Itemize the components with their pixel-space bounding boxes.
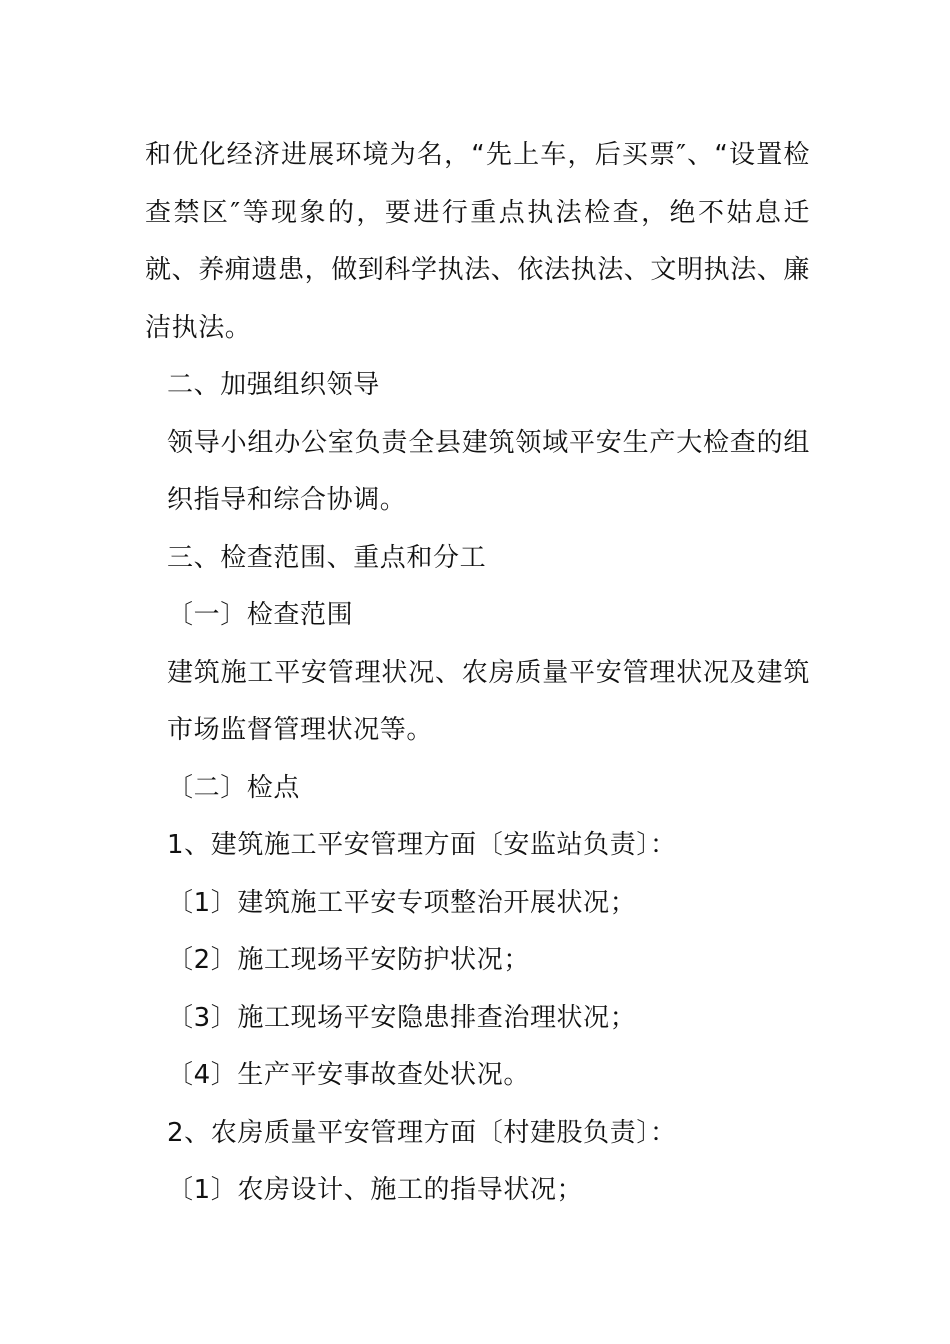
list-item-1-4: 〔4〕生产平安事故查处状况。 [167, 1060, 530, 1090]
subsection-heading-2: 〔二〕检点 [167, 772, 301, 803]
subsection-heading-1: 〔一〕检查范围 [167, 600, 354, 630]
document-body [145, 127, 810, 1220]
paragraph-leadership: 领导小组办公室负责全县建筑领域平安生产大检查的组织指导和综合协调。 [167, 427, 810, 515]
paragraph-continuation: 和优化经济进展环境为名，“先上车，后买票″、“设置检查禁区″等现象的，要进行重点执法检查，绝不姑息迁就、养痈遗患，做到科学执法、依法执法、文明执法、廉洁执法。 [145, 140, 811, 343]
list-item-2-1: 〔1〕农房设计、施工的指导状况； [167, 1175, 584, 1205]
section-heading-2: 二、加强组织领导 [167, 370, 380, 400]
list-item-1-1: 〔1〕建筑施工平安专项整治开展状况； [167, 887, 637, 918]
paragraph-scope: 建筑施工平安管理状况、农房质量平安管理状况及建筑市场监督管理状况等。 [167, 657, 810, 745]
list-item-1-3: 〔3〕施工现场平安隐患排查治理状况； [167, 1002, 637, 1033]
list-heading-2: 2、农房质量平安管理方面〔村建股负责〕： [167, 1117, 677, 1148]
list-item-1-2: 〔2〕施工现场平安防护状况； [167, 945, 530, 975]
section-heading-3: 三、检查范围、重点和分工 [167, 542, 487, 573]
list-heading-1: 1、建筑施工平安管理方面〔安监站负责〕： [167, 830, 677, 860]
